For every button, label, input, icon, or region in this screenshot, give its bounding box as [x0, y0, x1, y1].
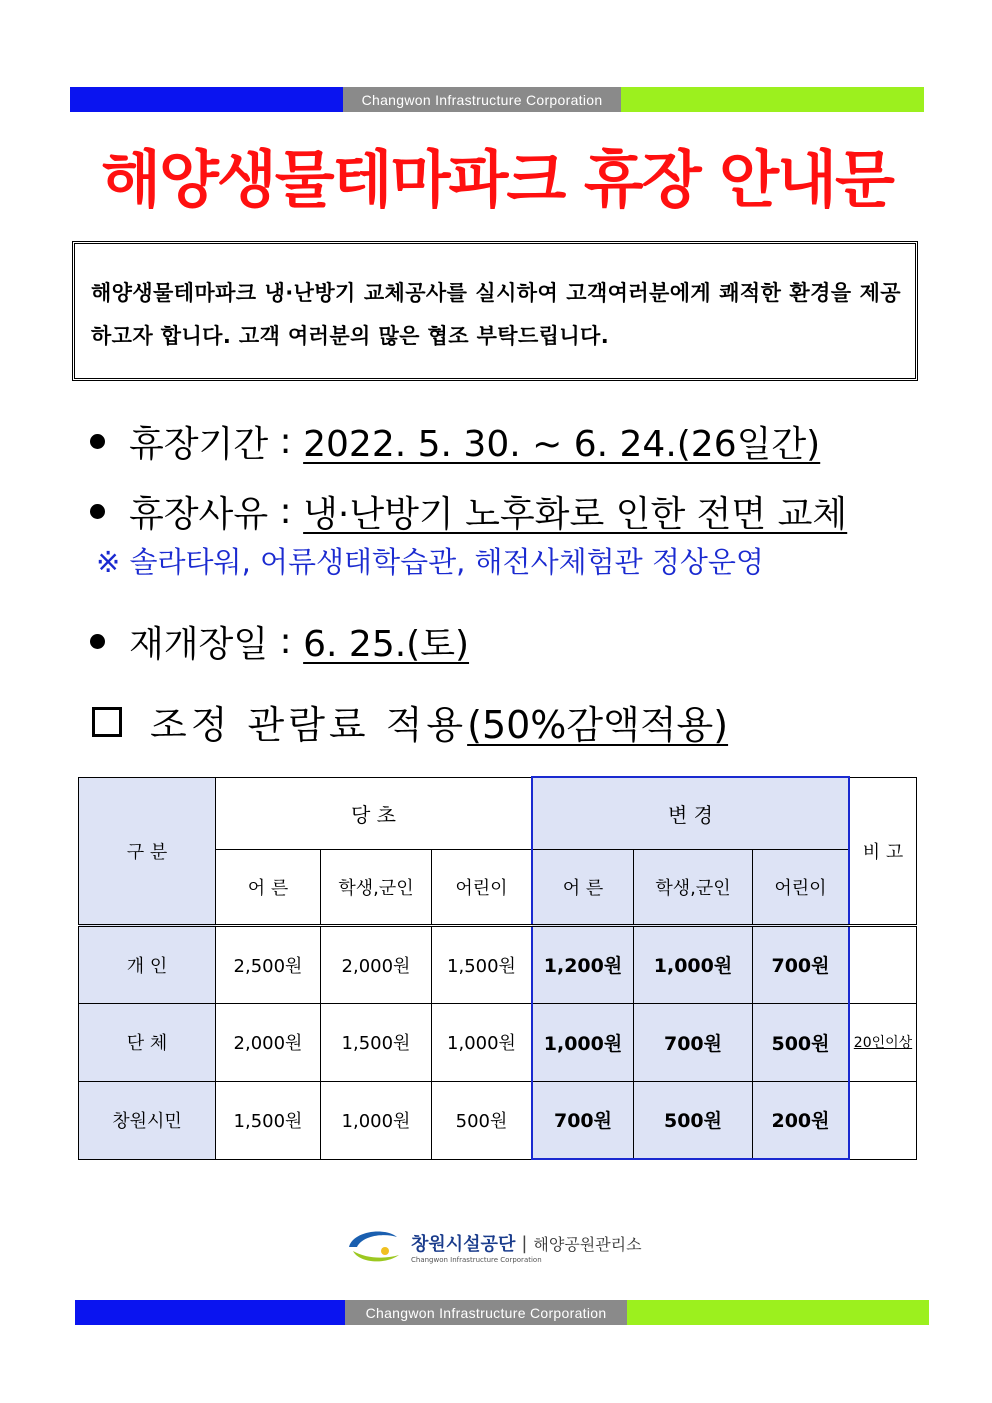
header-changed: 변 경 [532, 777, 849, 849]
sub-header-child: 어린이 [432, 849, 533, 925]
bottom-color-bar [75, 1300, 929, 1325]
fee-section-heading [92, 694, 728, 749]
cell-original: 1,500원 [321, 1003, 432, 1081]
logo-divider: | [521, 1232, 528, 1254]
footer-logo [345, 1225, 642, 1269]
logo-name: 창원시설공단 [411, 1234, 516, 1255]
corp-name-top: Changwon Infrastructure Corporation [343, 87, 621, 112]
header-remark: 비 고 [849, 777, 917, 925]
cell-original: 2,500원 [216, 925, 321, 1003]
cell-original: 1,500원 [216, 1081, 321, 1159]
cell-changed: 500원 [634, 1081, 753, 1159]
cell-changed: 700원 [532, 1081, 634, 1159]
closure-period-sep: : [268, 421, 304, 462]
cell-original: 1,000원 [321, 1081, 432, 1159]
row-label: 단 체 [79, 1003, 216, 1081]
page-title: 해양생물테마파크 휴장 안내문 [101, 143, 893, 216]
cell-changed: 500원 [753, 1003, 850, 1081]
logo-dept: 해양공원관리소 [533, 1234, 642, 1254]
sub-header-child-new: 어린이 [753, 849, 850, 925]
blue-segment [70, 87, 343, 112]
sub-header-student: 학생,군인 [321, 849, 432, 925]
closure-reason-sep: : [268, 491, 304, 532]
green-segment [621, 87, 924, 112]
sub-header-adult-new: 어 른 [532, 849, 634, 925]
top-color-bar [70, 87, 924, 112]
row-label: 창원시민 [79, 1081, 216, 1159]
reopen-line [90, 616, 469, 667]
fee-section-highlight: (50%감액적용) [467, 703, 729, 747]
cell-changed: 1,000원 [532, 1003, 634, 1081]
sub-header-adult: 어 른 [216, 849, 321, 925]
header-original: 당 초 [216, 777, 533, 849]
cell-original: 2,000원 [216, 1003, 321, 1081]
swirl-emblem-icon [345, 1225, 403, 1269]
bullet-dot-icon [90, 634, 105, 649]
cell-changed: 700원 [753, 925, 850, 1003]
cell-changed: 1,000원 [634, 925, 753, 1003]
cell-changed: 700원 [634, 1003, 753, 1081]
closure-period-value: 2022. 5. 30. ~ 6. 24.(26일간) [303, 424, 821, 465]
fee-table [78, 776, 917, 1160]
bullet-dot-icon [90, 434, 105, 449]
row-label: 개 인 [79, 925, 216, 1003]
cell-changed: 200원 [753, 1081, 850, 1159]
cell-original: 1,500원 [432, 925, 533, 1003]
closure-reason-label: 휴장사유 [129, 494, 269, 535]
sub-header-student-new: 학생,군인 [634, 849, 753, 925]
corp-name-bottom: Changwon Infrastructure Corporation [345, 1300, 627, 1325]
cell-original: 1,000원 [432, 1003, 533, 1081]
closure-period-label: 휴장기간 [129, 424, 269, 465]
reopen-value: 6. 25.(토) [303, 624, 470, 665]
reopen-sep: : [268, 621, 304, 662]
blue-segment [75, 1300, 345, 1325]
cell-original: 2,000원 [321, 925, 432, 1003]
closure-reason-value: 냉·난방기 노후화로 인한 전면 교체 [303, 494, 848, 535]
checkbox-square-icon [92, 707, 122, 737]
cell-remark [849, 1081, 917, 1159]
reopen-label: 재개장일 [129, 624, 269, 665]
logo-sub: Changwon Infrastructure Corporation [411, 1256, 542, 1264]
notice-box: 해양생물테마파크 냉·난방기 교체공사를 실시하여 고객여러분에게 쾌적한 환경을 제공하고자 합니다. 고객 여러분의 많은 협조 부탁드립니다. [72, 241, 918, 381]
header-category: 구 분 [79, 777, 216, 925]
fee-section-prefix: 조정 관람료 적용 [150, 703, 468, 747]
closure-period-line [90, 416, 820, 467]
green-segment [627, 1300, 929, 1325]
operation-note: ※ 솔라타워, 어류생태학습관, 해전사체험관 정상운영 [96, 545, 764, 579]
cell-remark: 20인이상 [849, 1003, 917, 1081]
bullet-dot-icon [90, 504, 105, 519]
closure-reason-line [90, 486, 847, 537]
cell-original: 500원 [432, 1081, 533, 1159]
cell-remark [849, 925, 917, 1003]
cell-changed: 1,200원 [532, 925, 634, 1003]
